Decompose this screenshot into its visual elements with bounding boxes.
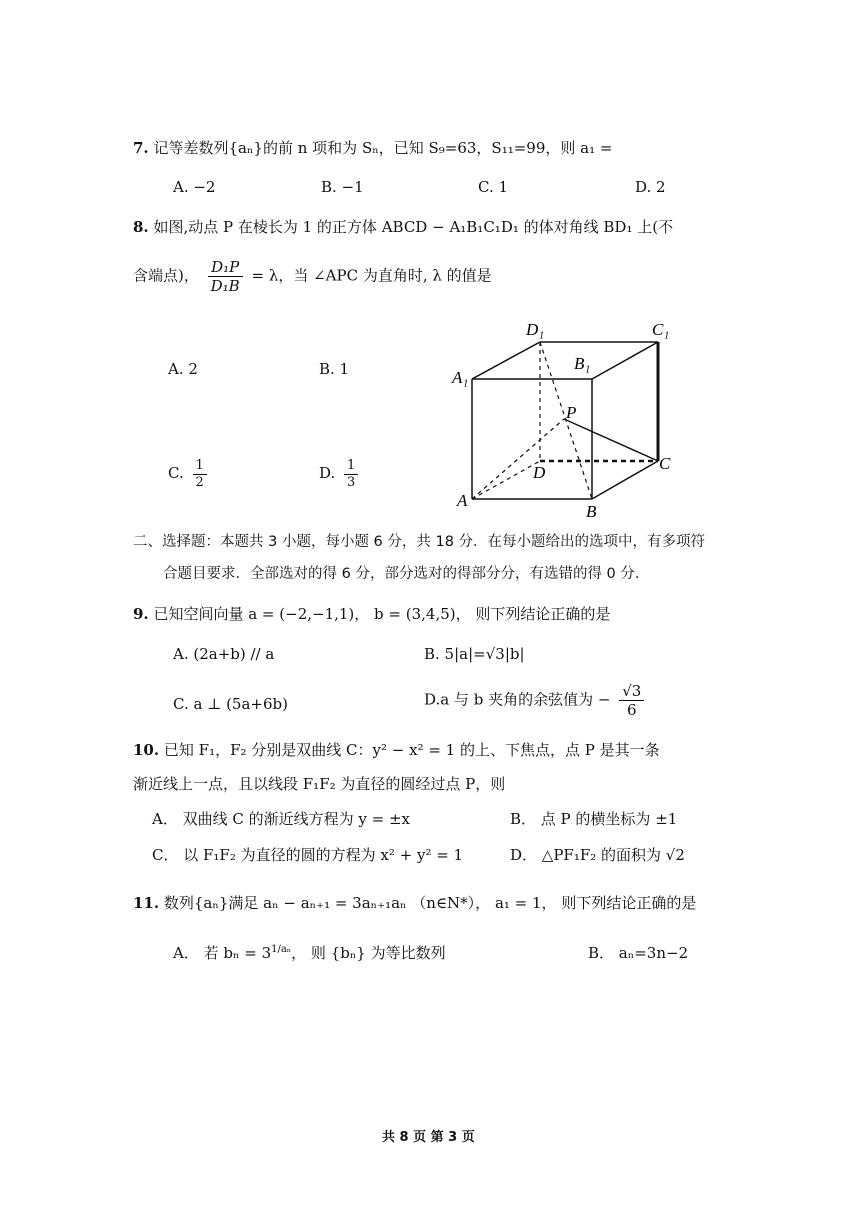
q8-option-d-num: 1 [344,458,358,475]
q9-option-d-text: D.a 与 b 夹角的余弦值为 − [424,690,611,709]
q9-option-d-den: 6 [627,701,637,719]
q8-option-a: A. 2 [168,360,198,378]
label-p: P [566,403,577,422]
q7-option-d: D. 2 [635,178,666,196]
q9-option-a: A. (2a+b) // a [173,645,275,663]
q8-stem-line2 [133,258,492,295]
q8-text-2a: 含端点)， [133,266,199,285]
q9-option-c: C. a ⊥ (5a+6b) [173,695,288,713]
q9-option-d [424,682,648,719]
label-b1: B₁ [574,354,591,373]
q8-option-c [168,458,211,490]
label-a1: A₁ [452,368,469,387]
label-d1: D₁ [526,320,545,339]
q8-text-2b: = λ，当 ∠APC 为直角时, λ 的值是 [251,266,492,285]
q7-stem [133,137,612,158]
page-footer: 共 8 页 第 3 页 [382,1130,475,1145]
q11-option-b: B． aₙ=3n−2 [588,944,689,962]
label-c1: C₁ [652,320,670,339]
q8-option-d-den: 3 [347,474,356,490]
q7-option-c: C. 1 [478,178,509,196]
q11-stem [133,892,696,913]
q11-text: 数列{aₙ}满足 aₙ − aₙ₊₁ = 3aₙ₊₁aₙ （n∈N*）， a₁ = 1， 则下列结论正确的是 [163,894,697,912]
label-b: B [586,502,597,521]
edge-b1-c1 [592,342,658,379]
q9-option-b: B. 5|a|=√3|b| [424,645,525,663]
segment-pc [564,419,658,461]
q11-option-a-exponent: 1/aₙ [271,944,292,955]
segment-ap [472,419,564,499]
q10-stem-line2: 渐近线上一点，且以线段 F₁F₂ 为直径的圆经过点 P，则 [133,775,506,793]
label-c: C [659,454,671,473]
q10-option-d: D． △PF₁F₂ 的面积为 √2 [510,846,685,864]
q9-option-d-fraction [619,682,644,719]
q11-number: 11. [133,894,160,912]
q8-option-d-fraction [344,458,358,490]
q7-text: 记等差数列{aₙ}的前 n 项和为 Sₙ，已知 S₉=63，S₁₁=99，则 a₁ = [153,139,613,157]
q8-option-c-num: 1 [193,458,207,475]
q11-option-a-post: ， 则 {bₙ} 为等比数列 [291,944,446,962]
q9-option-d-num: √3 [619,682,644,701]
q11-option-a-pre: A． 若 bₙ = 3 [173,944,272,962]
q7-option-b: B. −1 [321,178,364,196]
q9-stem [133,603,610,624]
q11-option-a [173,942,446,963]
q8-number: 8. [133,218,149,236]
q8-option-b: B. 1 [319,360,350,378]
label-a: A [457,491,468,510]
q7-option-a: A. −2 [173,178,216,196]
q8-option-d-label: D. [319,464,336,483]
q8-ratio-fraction [208,258,243,295]
q10-text-1: 已知 F₁，F₂ 分别是双曲线 C：y² − x² = 1 的上、下焦点，点 P 是其一条 [163,741,660,759]
q10-stem-line1 [133,739,660,760]
label-d: D [533,463,546,482]
edge-a1-d1 [472,342,540,379]
q10-option-a: A． 双曲线 C 的渐近线方程为 y = ±x [152,810,410,828]
q9-text: 已知空间向量 a = (−2,−1,1)， b = (3,4,5)， 则下列结论正确的是 [153,605,611,623]
q8-ratio-denominator: D₁B [210,277,240,295]
q8-option-c-label: C. [168,464,184,483]
q8-text-1: 如图,动点 P 在棱长为 1 的正方体 ABCD − A₁B₁C₁D₁ 的体对角线 BD₁ 上(不 [153,218,674,236]
q10-option-c: C． 以 F₁F₂ 为直径的圆的方程为 x² + y² = 1 [152,846,464,864]
q8-stem-line1 [133,216,673,237]
cube-figure [440,315,690,525]
edge-b-c [592,461,658,499]
q7-number: 7. [133,139,149,157]
q8-option-d [319,458,362,490]
q8-ratio-numerator: D₁P [208,258,243,277]
q8-option-c-den: 2 [195,474,204,490]
section2-line1: 二、选择题：本题共 3 小题，每小题 6 分，共 18 分．在每小题给出的选项中，有多项符 [133,534,706,550]
section2-line2: 合题目要求．全部选对的得 6 分，部分选对的得部分分，有选错的得 0 分． [163,566,650,582]
q9-number: 9. [133,605,149,623]
q8-option-c-fraction [193,458,207,490]
edge-a-d [472,461,540,499]
q10-number: 10. [133,741,160,759]
q10-option-b: B． 点 P 的横坐标为 ±1 [510,810,678,828]
